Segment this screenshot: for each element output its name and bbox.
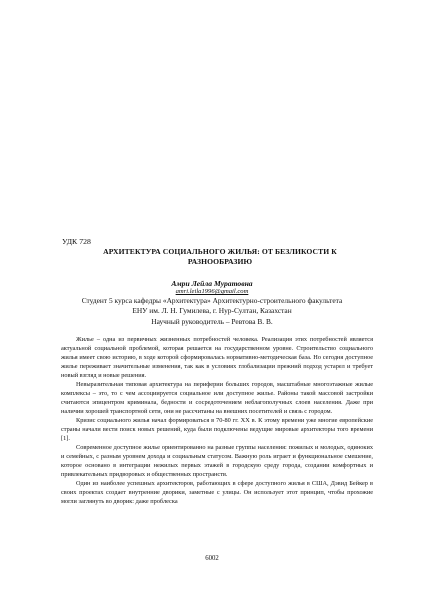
- affiliation-line: ЕНУ им. Л. Н. Гумилева, г. Нур-Султан, Казахстан: [132, 306, 292, 315]
- author-email[interactable]: amri.leila1996@gmail.com: [175, 288, 249, 295]
- page-number: 6002: [205, 555, 219, 562]
- body-paragraph: Один из наиболее успешных архитекторов, работающих в сфере доступного жилья в США, Дэвид Бейкер в своих проектах создает внутренние дворики, заметные с улицы. Он использует этот принцип, чтобы прохожие могли заглянуть во дворик: даже проблеска: [61, 480, 373, 505]
- title-line-2: РАЗНООБРАЗИЮ: [187, 257, 253, 266]
- article-title: [70, 247, 370, 267]
- author-name: Амри Лейла Муратовна: [171, 279, 253, 288]
- title-line-1: АРХИТЕКТУРА СОЦИАЛЬНОГО ЖИЛЬЯ: ОТ БЕЗЛИКОСТИ К: [103, 247, 337, 256]
- body-paragraph: Кризис социального жилья начал формироваться в 70-80 гг. ХХ в. К этому времени уже многие европейские страны начали вести поиск новых решений, куда были подключены ведущие мировые архитекторы того времени [1].: [61, 417, 373, 442]
- supervisor-line: Научный руководитель – Ревтова В. В.: [151, 317, 273, 326]
- body-paragraph: Невыразительная типовая архитектура на периферии больших городов, масштабные многоэтажные жилые комплексы – это, то с чем ассоциируется социальное или доступное жилье. Районы такой массовой застройки считаются эпицентром криминала, бедности и сосредоточением неблагополучных слоев населения. Даже при наличии хорошей транспортной сети, они не рассчитаны на внешних посетителей и связь с городом.: [61, 381, 373, 415]
- body-paragraph: Современное доступное жилье ориентированно на разные группы населения: пожилых и молодых, одиноких и семейных, с разным уровнем дохода и социальным статусом. Важную роль играет и функциональное смешение, которое основано в интеграции нежилых первых этажей в городскую среду города, создании комфортных и привлекательных придворовых и общественных пространств.: [61, 444, 373, 478]
- article-body: [61, 335, 373, 506]
- body-paragraph: Жилье – одна из первичных жизненных потребностей человека. Реализация этих потребностей является актуальной социальной проблемой, которая решается на государственном уровне. Строительство социального жилья имеет свою историю, в ходе которой сформировалась нормативно-методическая база. Но сегодня доступное жилье переживает значительные изменения, так как в условиях глобализации прежний подход устарел и требует новый взгляд и новые решения.: [61, 336, 373, 379]
- udk-code: УДК 728: [62, 237, 91, 246]
- affiliation-line: Студент 5 курса кафедры «Архитектура» Архитектурно-строительного факультета: [81, 296, 343, 305]
